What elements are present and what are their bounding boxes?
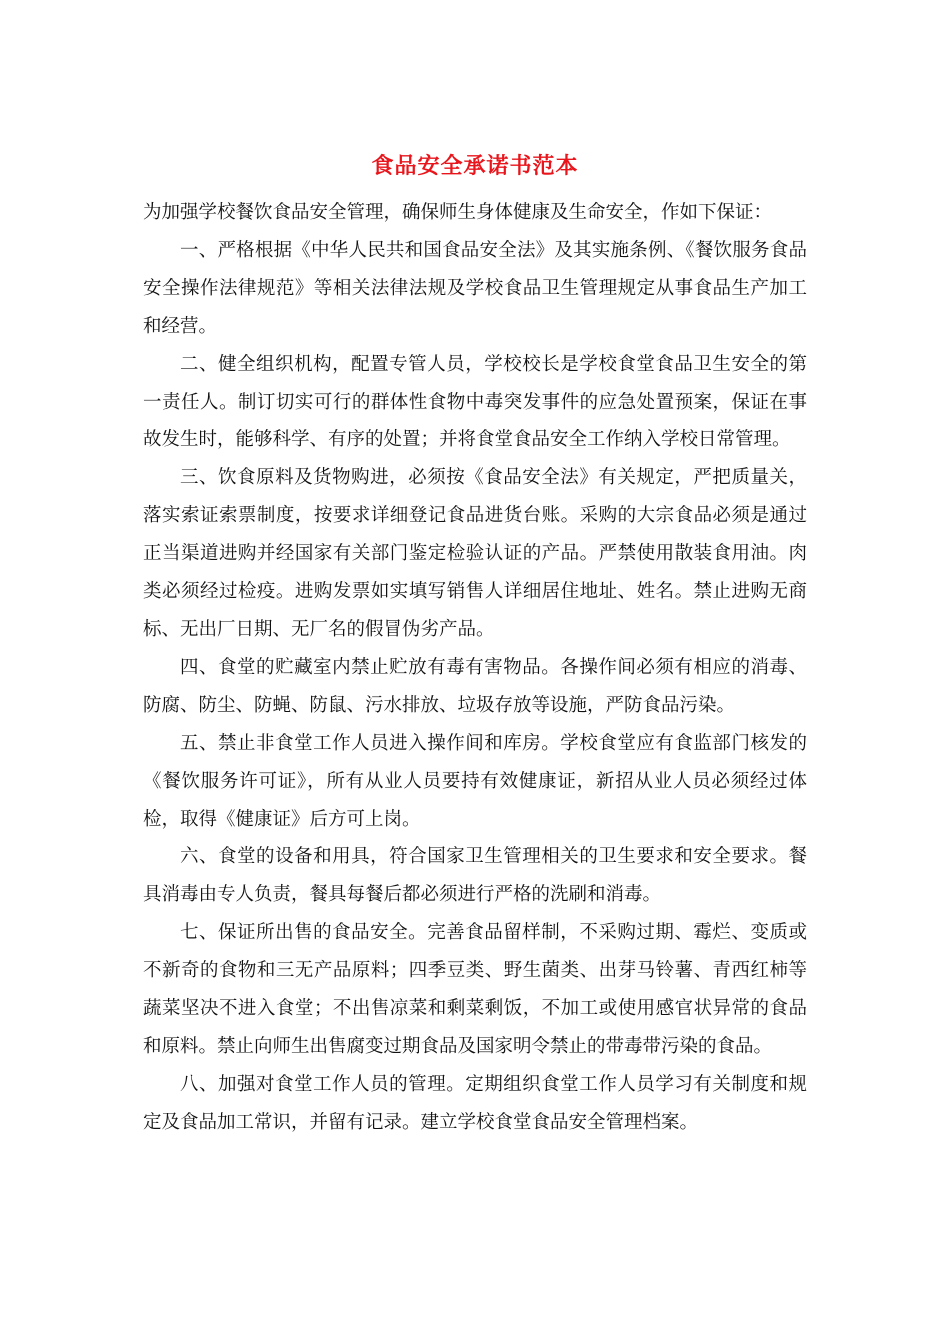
clause-5: 五、禁止非食堂工作人员进入操作间和库房。学校食堂应有食监部门核发的《餐饮服务许可证》，所有从业人员要持有效健康证，新招从业人员必须经过体检，取得《健康证》后方可上岗。 xyxy=(143,732,807,830)
clause-4: 四、食堂的贮藏室内禁止贮放有毒有害物品。各操作间必须有相应的消毒、防腐、防尘、防蝇、防鼠、污水排放、垃圾存放等设施，严防食品污染。 xyxy=(143,656,807,716)
clause-8: 八、加强对食堂工作人员的管理。定期组织食堂工作人员学习有关制度和规定及食品加工常识，并留有记录。建立学校食堂食品安全管理档案。 xyxy=(143,1073,807,1133)
clause-2: 二、健全组织机构，配置专管人员，学校校长是学校食堂食品卫生安全的第一责任人。制订切实可行的群体性食物中毒突发事件的应急处置预案，保证在事故发生时，能够科学、有序的处置；并将食堂食品安全工作纳入学校日常管理。 xyxy=(143,353,807,451)
document-title: 食品安全承诺书范本 xyxy=(371,153,579,179)
clause-3: 三、饮食原料及货物购进，必须按《食品安全法》有关规定，严把质量关，落实索证索票制度，按要求详细登记食品进货台账。采购的大宗食品必须是通过正当渠道进购并经国家有关部门鉴定检验认证的产品。严禁使用散装食用油。肉类必须经过检疫。进购发票如实填写销售人详细居住地址、姓名。禁止进购无商标、无出厂日期、无厂名的假冒伪劣产品。 xyxy=(143,467,807,640)
clause-6: 六、食堂的设备和用具，符合国家卫生管理相关的卫生要求和安全要求。餐具消毒由专人负责，餐具每餐后都必须进行严格的洗刷和消毒。 xyxy=(143,846,807,906)
clause-7: 七、保证所出售的食品安全。完善食品留样制，不采购过期、霉烂、变质或不新奇的食物和三无产品原料；四季豆类、野生菌类、出芽马铃薯、青西红柿等蔬菜坚决不进入食堂；不出售凉菜和剩菜剩饭，不加工或使用感官状异常的食品和原料。禁止向师生出售腐变过期食品及国家明令禁止的带毒带污染的食品。 xyxy=(143,922,807,1057)
document-body xyxy=(143,194,807,1142)
intro-paragraph: 为加强学校餐饮食品安全管理，确保师生身体健康及生命安全，作如下保证： xyxy=(143,202,773,223)
clause-1: 一、严格根据《中华人民共和国食品安全法》及其实施条例、《餐饮服务食品安全操作法律规范》等相关法律法规及学校食品卫生管理规定从事食品生产加工和经营。 xyxy=(143,239,807,337)
